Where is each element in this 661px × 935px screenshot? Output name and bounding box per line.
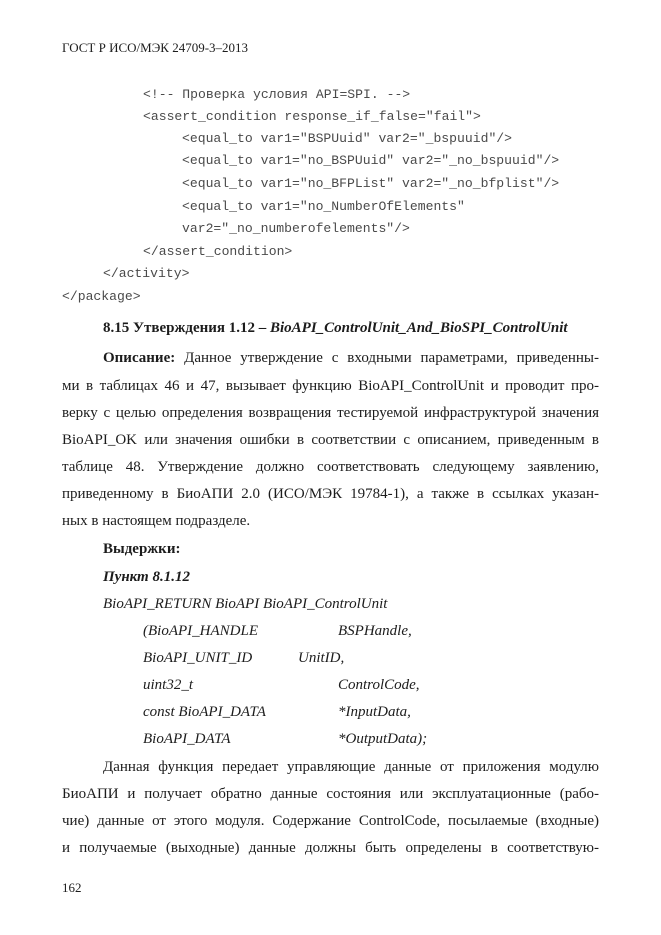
text-line: чие) данные от этого модуля. Содержание ControlCode, посылаемые (входные) xyxy=(62,813,599,829)
clause-title: Пункт 8.1.12 xyxy=(103,569,190,585)
param-name: BSPHandle, xyxy=(338,623,412,639)
page-number: 162 xyxy=(62,880,82,895)
param-type: (BioAPI_HANDLE xyxy=(143,623,258,639)
text-line: Данная функция передает управляющие данные от приложения модулю xyxy=(103,759,599,775)
description-label: Описание: xyxy=(103,350,176,366)
code-line: var2="_no_numberofelements"/> xyxy=(182,221,410,236)
param-type: uint32_t xyxy=(143,677,194,693)
text-line: приведенному в БиоАПИ 2.0 (ИСО/МЭК 19784-1), а также в ссылках указан- xyxy=(62,486,599,502)
text-line xyxy=(103,349,599,367)
param-type: BioAPI_DATA xyxy=(143,731,231,747)
excerpts-label: Выдержки: xyxy=(103,541,181,557)
text-line: верку с целью определения возвращения тестируемой инфраструктурой значения xyxy=(62,405,599,421)
section-number-title: 8.15 Утверждения 1.12 – xyxy=(103,320,270,336)
text-line: и получаемые (выходные) данные должны быть определены в соответствую- xyxy=(62,840,599,856)
code-line: <assert_condition response_if_false="fail"> xyxy=(143,109,481,124)
code-line: </activity> xyxy=(103,266,190,281)
code-line: <!-- Проверка условия API=SPI. --> xyxy=(143,87,411,102)
code-line: <equal_to var1="no_BSPUuid" var2="_no_bspuuid"/> xyxy=(182,153,560,168)
text-line: таблице 48. Утверждение должно соответствовать следующему заявлению, xyxy=(62,459,599,475)
param-type: BioAPI_UNIT_ID xyxy=(143,650,253,666)
text-line: ми в таблицах 46 и 47, вызывает функцию BioAPI_ControlUnit и проводит про- xyxy=(62,378,599,394)
param-name: UnitID, xyxy=(298,650,345,666)
standard-header: ГОСТ Р ИСО/МЭК 24709-3–2013 xyxy=(62,40,249,55)
param-name: *InputData, xyxy=(338,704,411,720)
param-type: const BioAPI_DATA xyxy=(143,704,266,720)
section-name: BioAPI_ControlUnit_And_BioSPI_ControlUnit xyxy=(270,320,568,336)
function-signature: BioAPI_RETURN BioAPI BioAPI_ControlUnit xyxy=(103,596,388,612)
code-line: </assert_condition> xyxy=(143,244,293,259)
param-name: ControlCode, xyxy=(338,677,420,693)
param-name: *OutputData); xyxy=(338,731,428,747)
text-line: ных в настоящем подразделе. xyxy=(62,513,251,529)
code-line: <equal_to var1="no_NumberOfElements" xyxy=(182,199,465,214)
code-line: <equal_to var1="no_BFPList" var2="_no_bfplist"/> xyxy=(182,176,560,191)
code-line: <equal_to var1="BSPUuid" var2="_bspuuid"/> xyxy=(182,131,513,146)
text-line: BioAPI_OK или значения ошибки в соответствии с описанием, приведенным в xyxy=(62,432,599,448)
text-line: БиоАПИ и получает обратно данные состояния или эксплуатационные (рабо- xyxy=(62,786,599,802)
section-heading xyxy=(103,319,568,337)
code-line: </package> xyxy=(62,289,141,304)
description-first-line: Данное утверждение с входными параметрами, приведенны- xyxy=(175,350,599,366)
